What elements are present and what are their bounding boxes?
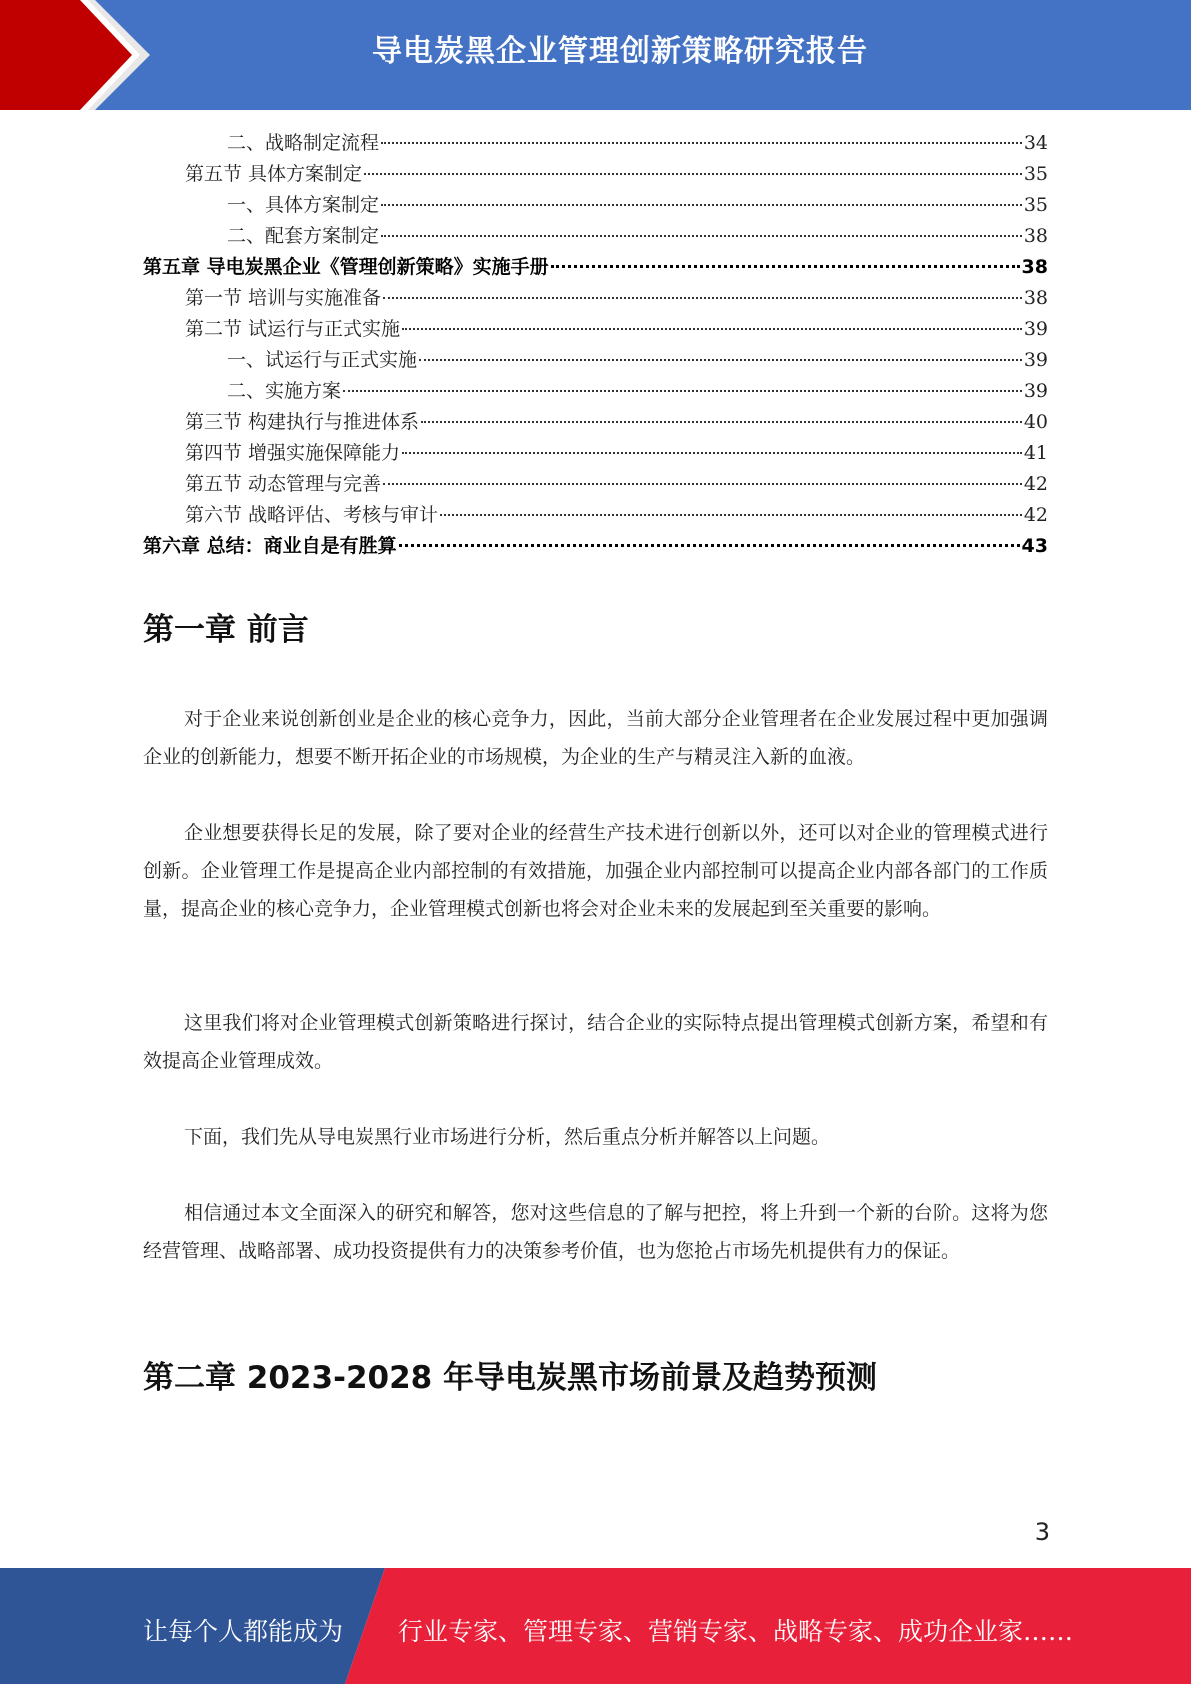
toc-dot-leader — [551, 265, 1020, 268]
toc-entry[interactable] — [143, 128, 1048, 159]
toc-entry-title: 二、配套方案制定 — [227, 225, 380, 247]
toc-entry[interactable] — [143, 500, 1048, 531]
toc-entry-title: 第六节 战略评估、考核与审计 — [185, 504, 439, 526]
toc-entry-page: 39 — [1023, 349, 1048, 371]
toc-entry[interactable] — [143, 407, 1048, 438]
toc-entry-page: 38 — [1023, 287, 1048, 309]
toc-dot-leader — [402, 452, 1022, 454]
toc-entry-page: 42 — [1023, 473, 1048, 495]
toc-entry[interactable] — [143, 376, 1048, 407]
toc-entry[interactable] — [143, 190, 1048, 221]
toc-entry-title: 第五节 具体方案制定 — [185, 163, 363, 185]
toc-entry[interactable] — [143, 531, 1048, 562]
toc-dot-leader — [381, 235, 1022, 237]
toc-entry-page: 38 — [1023, 225, 1048, 247]
toc-entry-page: 38 — [1021, 256, 1048, 278]
toc-entry-title: 第二节 试运行与正式实施 — [185, 318, 401, 340]
paragraph: 下面，我们先从导电炭黑行业市场进行分析，然后重点分析并解答以上问题。 — [184, 1126, 831, 1148]
toc-entry-page: 34 — [1023, 132, 1048, 154]
toc-dot-leader — [399, 544, 1020, 547]
toc-dot-leader — [402, 328, 1022, 330]
paragraph: 相信通过本文全面深入的研究和解答，您对这些信息的了解与把控，将上升到一个新的台阶。这将为您经营管理、战略部署、成功投资提供有力的决策参考价值，也为您抢占市场先机提供有力的保证。 — [143, 1202, 1048, 1262]
toc-dot-leader — [440, 514, 1022, 516]
toc-entry-title: 第四节 增强实施保障能力 — [185, 442, 401, 464]
toc-dot-leader — [383, 297, 1022, 299]
toc-entry-page: 39 — [1023, 318, 1048, 340]
toc-entry-page: 40 — [1023, 411, 1048, 433]
paragraph: 企业想要获得长足的发展，除了要对企业的经营生产技术进行创新以外，还可以对企业的管理模式进行创新。企业管理工作是提高企业内部控制的有效措施，加强企业内部控制可以提高企业内部各部门的工作质量，提高企业的核心竞争力，企业管理模式创新也将会对企业未来的发展起到至关重要的影响。 — [143, 822, 1048, 920]
toc-entry[interactable] — [143, 345, 1048, 376]
toc-entry[interactable] — [143, 159, 1048, 190]
toc-dot-leader — [383, 483, 1022, 485]
toc-dot-leader — [421, 421, 1022, 423]
toc-entry-page: 35 — [1023, 194, 1048, 216]
toc-entry-title: 二、战略制定流程 — [227, 132, 380, 154]
toc-dot-leader — [419, 359, 1022, 361]
toc-entry[interactable] — [143, 252, 1048, 283]
toc-entry-page: 39 — [1023, 380, 1048, 402]
toc-entry-page: 43 — [1021, 535, 1048, 557]
toc-entry-title: 二、实施方案 — [227, 380, 342, 402]
toc-dot-leader — [364, 173, 1022, 175]
page-header — [0, 0, 1191, 110]
paragraph: 这里我们将对企业管理模式创新策略进行探讨，结合企业的实际特点提出管理模式创新方案，希望和有效提高企业管理成效。 — [143, 1012, 1048, 1072]
chapter-2-heading: 第二章 2023-2028 年导电炭黑市场前景及趋势预测 — [143, 1360, 878, 1396]
toc-dot-leader — [381, 142, 1022, 144]
toc-entry-page: 41 — [1023, 442, 1048, 464]
toc-entry-title: 第一节 培训与实施准备 — [185, 287, 382, 309]
toc-entry-title: 一、试运行与正式实施 — [227, 349, 418, 371]
toc-entry-title: 第三节 构建执行与推进体系 — [185, 411, 420, 433]
toc-entry-page: 42 — [1023, 504, 1048, 526]
chapter-1-heading: 第一章 前言 — [143, 612, 309, 648]
footer-slogan-right: 行业专家、管理专家、营销专家、战略专家、成功企业家…… — [398, 1617, 1074, 1646]
table-of-contents — [143, 128, 1048, 562]
toc-entry[interactable] — [143, 314, 1048, 345]
page-number: 3 — [1034, 1518, 1050, 1546]
toc-entry[interactable] — [143, 221, 1048, 252]
page-footer — [0, 1568, 1191, 1684]
toc-dot-leader — [381, 204, 1022, 206]
paragraph: 对于企业来说创新创业是企业的核心竞争力，因此，当前大部分企业管理者在企业发展过程中更加强调企业的创新能力，想要不断开拓企业的市场规模，为企业的生产与精灵注入新的血液。 — [143, 708, 1048, 768]
toc-entry[interactable] — [143, 438, 1048, 469]
toc-entry-title: 第五节 动态管理与完善 — [185, 473, 382, 495]
toc-entry-title: 第五章 导电炭黑企业《管理创新策略》实施手册 — [143, 256, 549, 278]
toc-entry[interactable] — [143, 283, 1048, 314]
toc-entry-title: 第六章 总结：商业自是有胜算 — [143, 535, 397, 557]
header-title: 导电炭黑企业管理创新策略研究报告 — [372, 34, 868, 69]
toc-dot-leader — [343, 390, 1022, 392]
toc-entry[interactable] — [143, 469, 1048, 500]
toc-entry-page: 35 — [1023, 163, 1048, 185]
footer-slogan-left: 让每个人都能成为 — [143, 1617, 344, 1646]
toc-entry-title: 一、具体方案制定 — [227, 194, 380, 216]
